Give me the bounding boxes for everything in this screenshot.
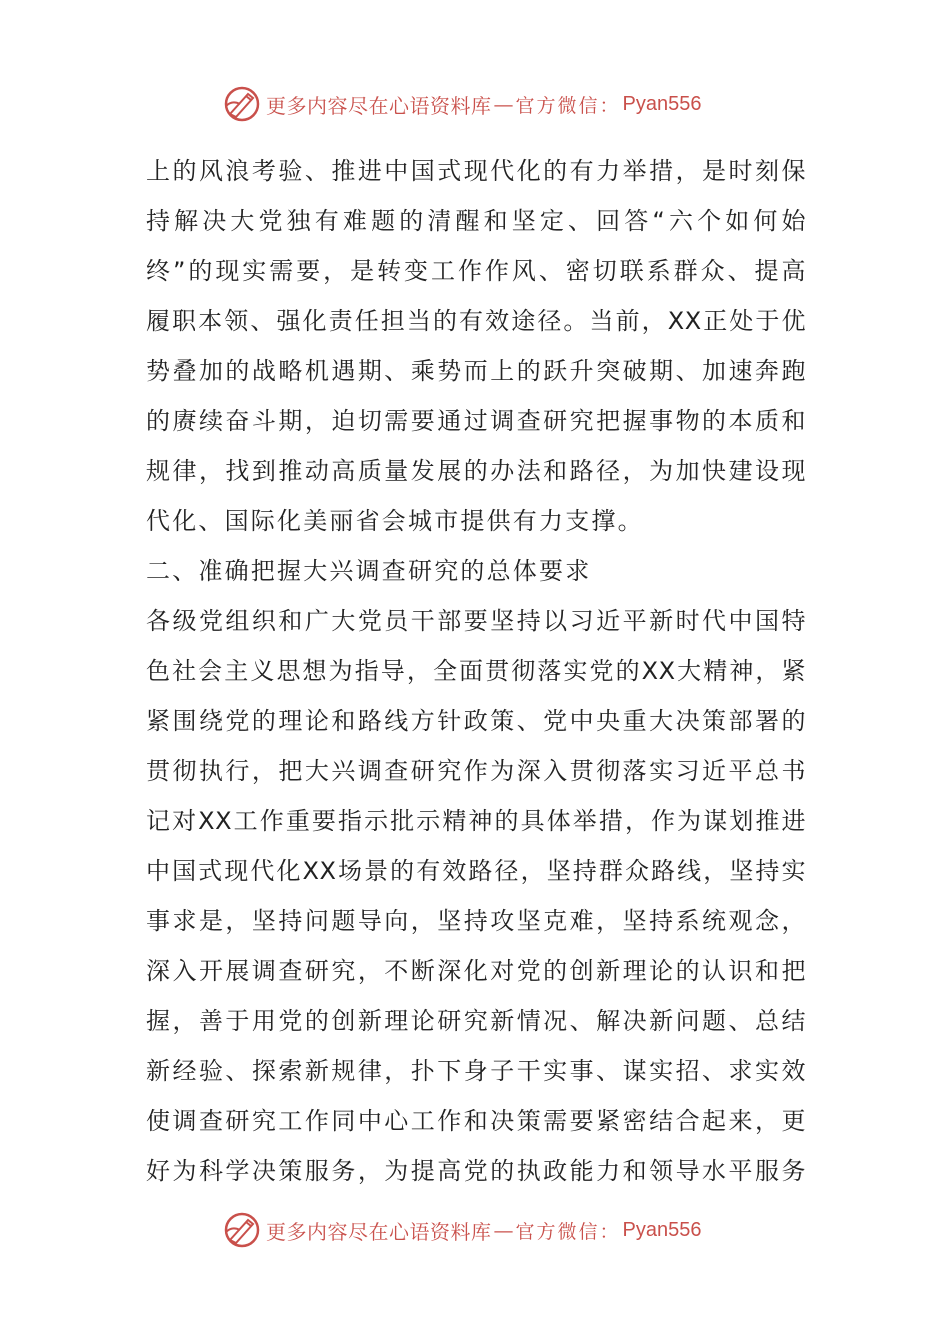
text-line: 色社会主义思想为指导，全面贯彻落实党的XX大精神，紧	[146, 657, 806, 685]
text-line: 握，善于用党的创新理论研究新情况、解决新问题、总结	[146, 1007, 806, 1035]
document-body	[146, 146, 806, 1196]
watermark-label: 官方微信：	[515, 94, 621, 117]
text-line: 新经验、探索新规律，扑下身子干实事、谋实招、求实效	[146, 1057, 806, 1085]
text-line: 履职本领、强化责任担当的有效途径。当前，XX正处于优	[146, 307, 806, 335]
text-line: 规律，找到推动高质量发展的办法和路径，为加快建设现	[146, 457, 806, 485]
pen-logo-icon	[222, 1210, 262, 1250]
text-line: 事求是，坚持问题导向，坚持攻坚克难，坚持系统观念，	[146, 907, 806, 935]
text-line: 好为科学决策服务，为提高党的执政能力和领导水平服务	[146, 1157, 806, 1185]
watermark-separator: —	[493, 1218, 514, 1242]
watermark-banner-top	[222, 84, 742, 124]
text-line: 上的风浪考验、推进中国式现代化的有力举措，是时刻保	[146, 157, 806, 185]
text-line: 持解决大党独有难题的清醒和坚定、回答“六个如何始	[146, 207, 806, 235]
text-line: 中国式现代化XX场景的有效路径，坚持群众路线，坚持实	[146, 857, 806, 885]
text-line: 终”的现实需要，是转变工作作风、密切联系群众、提高	[146, 257, 806, 285]
text-line: 的赓续奋斗期，迫切需要通过调查研究把握事物的本质和	[146, 407, 806, 435]
text-line: 深入开展调查研究，不断深化对党的创新理论的认识和把	[146, 957, 806, 985]
watermark-text: 更多内容尽在心语资料库	[266, 93, 492, 118]
text-line: 记对XX工作重要指示批示精神的具体举措，作为谋划推进	[146, 807, 806, 835]
text-line: 使调查研究工作同中心工作和决策需要紧密结合起来，更	[146, 1107, 806, 1135]
paragraph-1	[146, 146, 806, 546]
watermark-banner-bottom	[222, 1210, 742, 1250]
paragraph-2	[146, 596, 806, 1196]
text-line: 势叠加的战略机遇期、乘势而上的跃升突破期、加速奔跑	[146, 357, 806, 385]
text-line: 代化、国际化美丽省会城市提供有力支撑。	[146, 507, 644, 535]
pen-logo-icon	[222, 84, 262, 124]
text-line: 各级党组织和广大党员干部要坚持以习近平新时代中国特	[146, 607, 806, 635]
watermark-wechat-id: Pyan556	[622, 1218, 702, 1241]
section-heading: 二、准确把握大兴调查研究的总体要求	[146, 557, 592, 585]
watermark-wechat-id: Pyan556	[622, 92, 702, 115]
text-line: 紧围绕党的理论和路线方针政策、党中央重大决策部署的	[146, 707, 806, 735]
watermark-label: 官方微信：	[515, 1220, 621, 1243]
watermark-text: 更多内容尽在心语资料库	[266, 1219, 492, 1244]
text-line: 贯彻执行，把大兴调查研究作为深入贯彻落实习近平总书	[146, 757, 806, 785]
watermark-separator: —	[493, 92, 514, 116]
